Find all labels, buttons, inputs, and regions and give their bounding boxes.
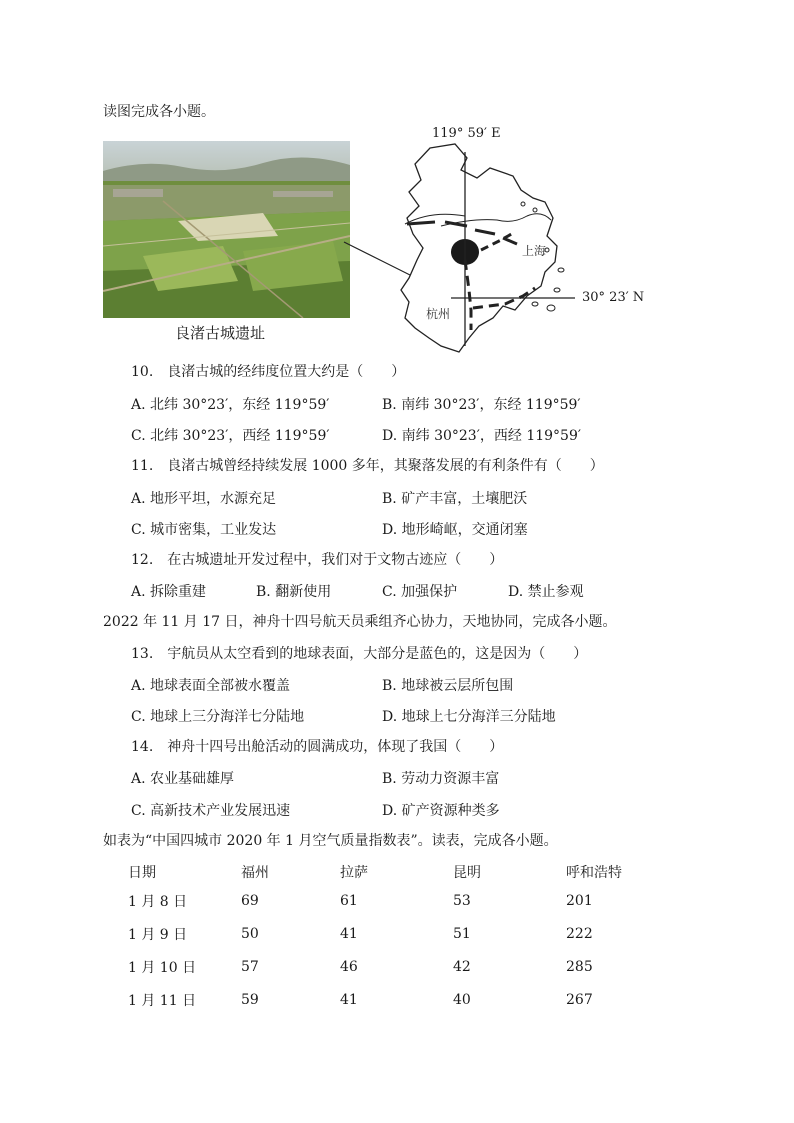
table-cell: 42: [453, 958, 471, 975]
table-cell: 1 月 9 日: [128, 926, 188, 943]
table-row: [128, 950, 646, 983]
air-quality-table: [128, 860, 646, 1016]
question-14-stem: 14. 神舟十四号出舱活动的圆满成功，体现了我国（ ）: [131, 739, 504, 755]
table-header-cell: 昆明: [453, 865, 481, 881]
q11-option-a: A. 地形平坦，水源充足: [131, 491, 277, 507]
table-cell: 1 月 8 日: [128, 893, 188, 910]
table-cell: 222: [566, 925, 593, 942]
q13-option-c: C. 地球上三分海洋七分陆地: [131, 709, 305, 725]
q14-option-b: B. 劳动力资源丰富: [382, 771, 500, 787]
photo-caption: 良渚古城遗址: [175, 324, 266, 342]
q10-option-b: B. 南纬 30°23′，东经 119°59′: [382, 397, 581, 413]
city-label-shanghai: 上海: [522, 244, 547, 258]
q11-option-d: D. 地形崎岖，交通闭塞: [382, 522, 528, 538]
table-cell: 1 月 10 日: [128, 959, 197, 976]
q12-option-c: C. 加强保护: [382, 584, 458, 600]
longitude-label: 119° 59′ E: [432, 126, 501, 141]
table-cell: 59: [241, 991, 259, 1008]
q12-option-b: B. 翻新使用: [256, 584, 332, 600]
intro-shenzhou: 2022 年 11 月 17 日，神舟十四号航天员乘组齐心协力，天地协同，完成各小题。: [103, 614, 617, 630]
question-12-stem: 12. 在古城遗址开发过程中，我们对于文物古迹应（ ）: [131, 552, 504, 568]
q14-option-d: D. 矿产资源种类多: [382, 803, 500, 819]
question-10-stem: 10. 良渚古城的经纬度位置大约是（ ）: [131, 364, 406, 380]
intro-read-map: 读图完成各小题。: [103, 104, 215, 120]
table-cell: 69: [241, 892, 259, 909]
table-cell: 50: [241, 925, 259, 942]
q10-option-c: C. 北纬 30°23′，西经 119°59′: [131, 428, 330, 444]
city-label-hangzhou: 杭州: [426, 307, 451, 321]
table-row: [128, 917, 646, 950]
question-11-stem: 11. 良渚古城曾经持续发展 1000 多年，其聚落发展的有利条件有（ ）: [131, 458, 604, 474]
q10-option-a: A. 北纬 30°23′，东经 119°59′: [131, 397, 330, 413]
table-cell: 57: [241, 958, 259, 975]
table-cell: 201: [566, 892, 593, 909]
q14-option-c: C. 高新技术产业发展迅速: [131, 803, 291, 819]
table-cell: 285: [566, 958, 593, 975]
q11-option-c: C. 城市密集，工业发达: [131, 522, 277, 538]
table-cell: 61: [340, 892, 358, 909]
q12-option-d: D. 禁止参观: [508, 584, 584, 600]
table-header-cell: 呼和浩特: [566, 865, 622, 881]
q14-option-a: A. 农业基础雄厚: [131, 771, 235, 787]
table-cell: 41: [340, 925, 358, 942]
table-header-cell: 日期: [128, 865, 156, 881]
table-cell: 53: [453, 892, 471, 909]
table-cell: 40: [453, 991, 471, 1008]
q12-option-a: A. 拆除重建: [131, 584, 207, 600]
q13-option-b: B. 地球被云层所包围: [382, 678, 514, 694]
table-row: [128, 884, 646, 917]
q13-option-a: A. 地球表面全部被水覆盖: [131, 678, 291, 694]
table-row: [128, 983, 646, 1016]
table-header-cell: 福州: [241, 865, 269, 881]
q11-option-b: B. 矿产丰富，土壤肥沃: [382, 491, 528, 507]
latitude-label: 30° 23′ N: [582, 290, 645, 305]
liangzhu-site-photo: [103, 141, 350, 318]
table-cell: 1 月 11 日: [128, 992, 197, 1009]
table-header-cell: 拉萨: [340, 865, 368, 881]
table-cell: 46: [340, 958, 358, 975]
q13-option-d: D. 地球上七分海洋三分陆地: [382, 709, 556, 725]
table-header-row: [128, 860, 646, 884]
table-cell: 41: [340, 991, 358, 1008]
q10-option-d: D. 南纬 30°23′，西经 119°59′: [382, 428, 582, 444]
intro-air-quality-table: 如表为“中国四城市 2020 年 1 月空气质量指数表”。读表，完成各小题。: [103, 833, 558, 849]
question-13-stem: 13. 宇航员从太空看到的地球表面，大部分是蓝色的，这是因为（ ）: [131, 646, 588, 662]
table-cell: 267: [566, 991, 593, 1008]
table-cell: 51: [453, 925, 471, 942]
